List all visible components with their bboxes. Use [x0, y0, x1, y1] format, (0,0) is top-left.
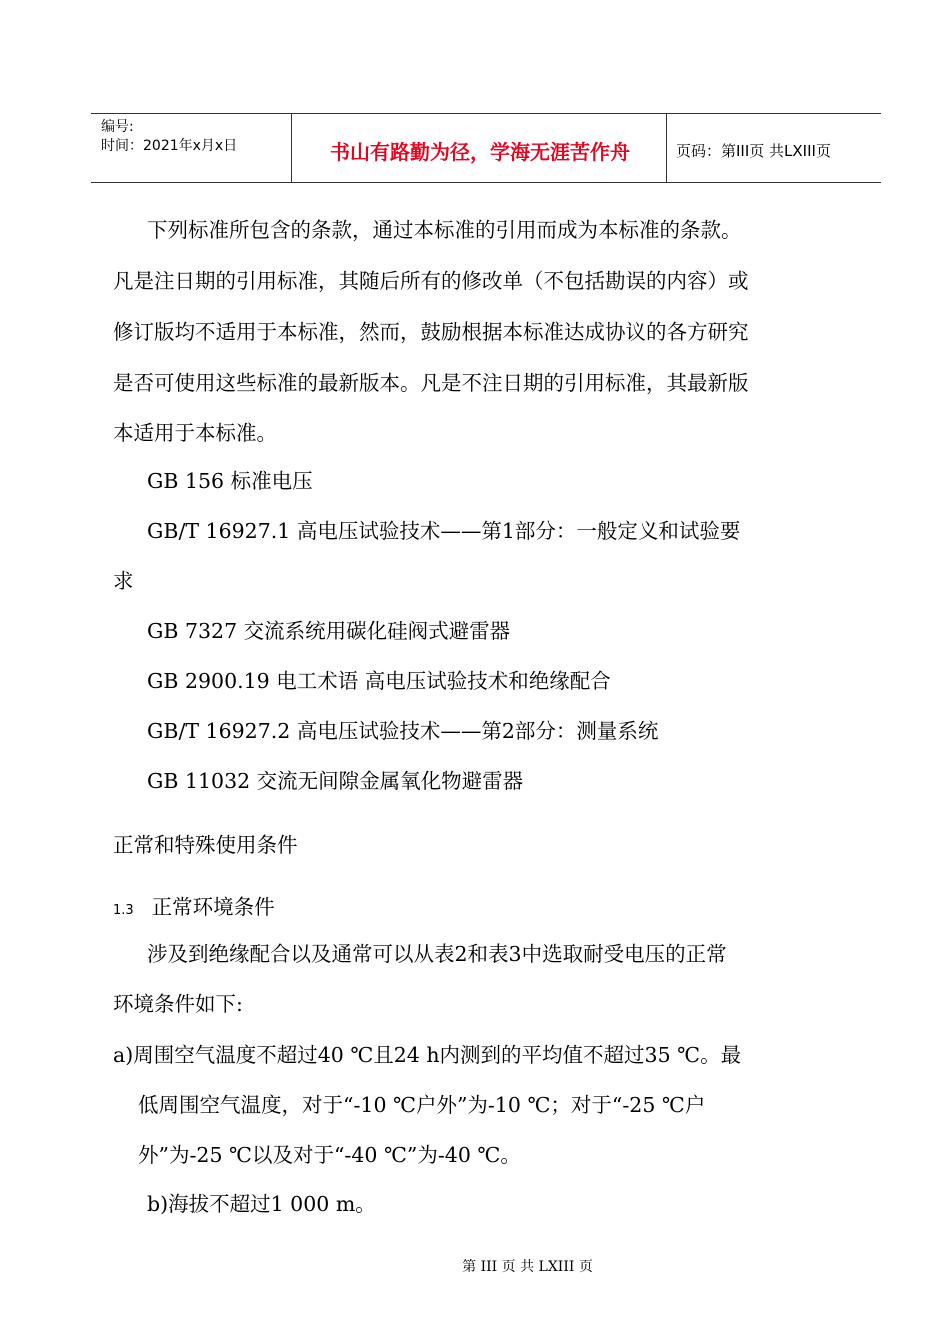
- subsection-title: 正常环境条件: [151, 895, 275, 919]
- time-label: 时间：2021年x月x日: [101, 138, 238, 154]
- item-a-line: a)周围空气温度不超过40 ℃且24 h内测到的平均值不超过35 ℃。最: [113, 1043, 742, 1067]
- header-meta: [101, 118, 237, 156]
- reference-item: GB 11032 交流无间隙金属氧化物避雷器: [147, 769, 524, 793]
- reference-item: GB/T 16927.1 高电压试验技术——第1部分：一般定义和试验要: [147, 519, 741, 543]
- reference-item: GB 7327 交流系统用碳化硅阀式避雷器: [147, 619, 511, 643]
- intro-line: 是否可使用这些标准的最新版本。凡是不注日期的引用标准，其最新版: [113, 371, 749, 395]
- subsection-heading: [113, 890, 275, 920]
- serial-label: 编号:: [101, 119, 134, 135]
- item-a-line: 低周围空气温度，对于“-10 ℃户外”为-10 ℃；对于“-25 ℃户: [138, 1093, 706, 1117]
- subsection-number: 1.3: [113, 903, 134, 918]
- header-page-code: 页码：第III页 共LXIII页: [676, 142, 831, 160]
- header-motto: 书山有路勤为径，学海无涯苦作舟: [330, 140, 630, 164]
- document-header: [91, 113, 881, 183]
- intro-line: 下列标准所包含的条款，通过本标准的引用而成为本标准的条款。: [147, 218, 742, 242]
- reference-item: GB 156 标准电压: [147, 469, 313, 493]
- intro-line: 修订版均不适用于本标准，然而，鼓励根据本标准达成协议的各方研究: [113, 320, 749, 344]
- intro-line: 凡是注日期的引用标准，其随后所有的修改单（不包括勘误的内容）或: [113, 269, 749, 293]
- paragraph-line: 涉及到绝缘配合以及通常可以从表2和表3中选取耐受电压的正常: [147, 942, 727, 966]
- reference-item: 求: [113, 569, 134, 593]
- page-footer: 第 III 页 共 LXIII 页: [462, 1259, 593, 1275]
- intro-line: 本适用于本标准。: [113, 421, 277, 445]
- header-divider: [666, 114, 667, 182]
- paragraph-line: 环境条件如下:: [113, 992, 243, 1016]
- section-heading: 正常和特殊使用条件: [113, 833, 298, 857]
- reference-item: GB/T 16927.2 高电压试验技术——第2部分：测量系统: [147, 719, 659, 743]
- header-divider: [291, 114, 292, 182]
- item-b-line: b)海拔不超过1 000 m。: [147, 1192, 376, 1216]
- item-a-line: 外”为-25 ℃以及对于“-40 ℃”为-40 ℃。: [138, 1143, 521, 1167]
- reference-item: GB 2900.19 电工术语 高电压试验技术和绝缘配合: [147, 669, 611, 693]
